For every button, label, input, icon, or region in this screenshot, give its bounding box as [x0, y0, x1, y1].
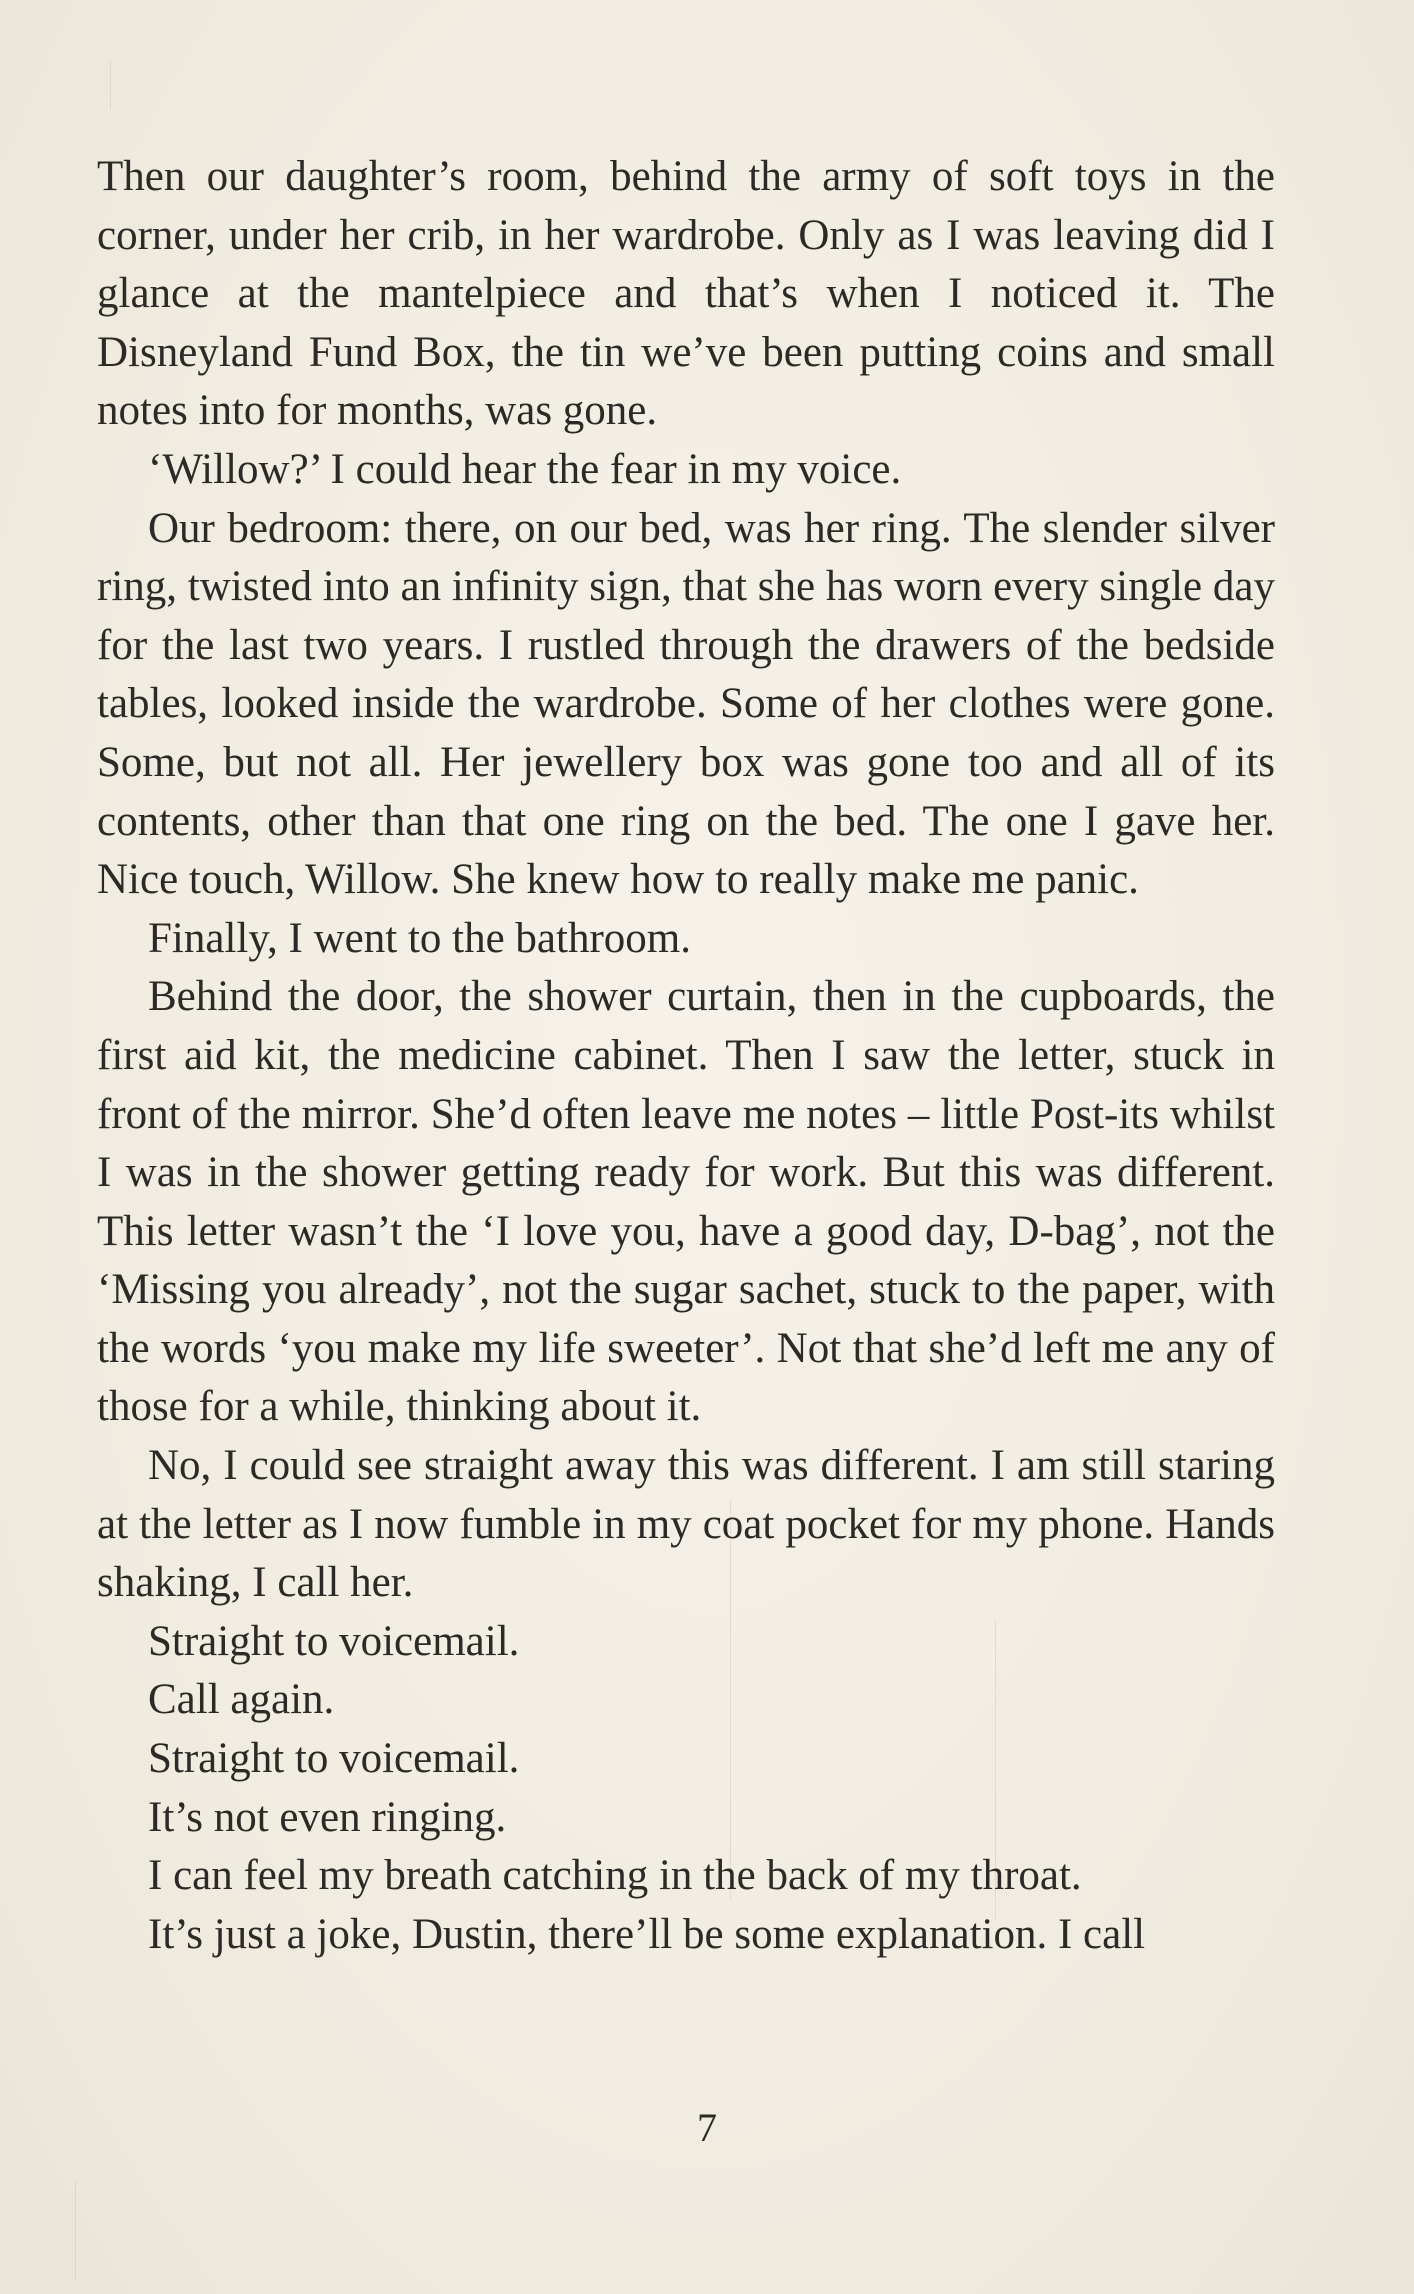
- body-text: [97, 148, 1275, 1964]
- paragraph: Then our daughter’s room, behind the army of soft toys in the corner, under her crib, in her wardrobe. Only as I was leaving did I glance at the mantelpiece and that’s when I noticed it. The Disneyland Fund Box, the tin we’ve been putting coins and small notes into for months, was gone.: [97, 153, 1275, 435]
- paragraph: ‘Willow?’ I could hear the fear in my voice.: [148, 445, 902, 493]
- page-number: 7: [697, 2105, 717, 2150]
- paragraph: Straight to voicemail.: [148, 1735, 520, 1783]
- paragraph: No, I could see straight away this was different. I am still staring at the letter as I now fumble in my coat pocket for my phone. Hands shaking, I call her.: [97, 1442, 1275, 1607]
- paragraph: Our bedroom: there, on our bed, was her ring. The slender silver ring, twisted into an infinity sign, that she has worn every single day for the last two years. I rustled through the drawers of the bedside tables, looked inside the wardrobe. Some of her clothes were gone. Some, but not all. Her jewellery box was gone too and all of its contents, other than that one ring on the bed. The one I gave her. Nice touch, Willow. She knew how to really make me panic.: [97, 504, 1275, 904]
- paper-mark: [75, 2180, 76, 2280]
- paragraph: Call again.: [148, 1676, 335, 1724]
- paragraph: I can feel my breath catching in the back of my throat.: [148, 1852, 1082, 1900]
- paper-mark: [110, 60, 111, 110]
- paragraph: It’s just a joke, Dustin, there’ll be some explanation. I call: [148, 1910, 1146, 1958]
- paragraph: Behind the door, the shower curtain, then in the cupboards, the first aid kit, the medicine cabinet. Then I saw the letter, stuck in front of the mirror. She’d often leave me notes – little Post-its whilst I was in the shower getting ready for work. But this was different. This letter wasn’t the ‘I love you, have a good day, D-bag’, not the ‘Missing you already’, not the sugar sachet, stuck to the paper, with the words ‘you make my life sweeter’. Not that she’d left me any of those for a while, thinking about it.: [97, 973, 1275, 1431]
- paragraph: Straight to voicemail.: [148, 1617, 520, 1665]
- paragraph: It’s not even ringing.: [148, 1793, 507, 1841]
- paragraph: Finally, I went to the bathroom.: [148, 914, 691, 962]
